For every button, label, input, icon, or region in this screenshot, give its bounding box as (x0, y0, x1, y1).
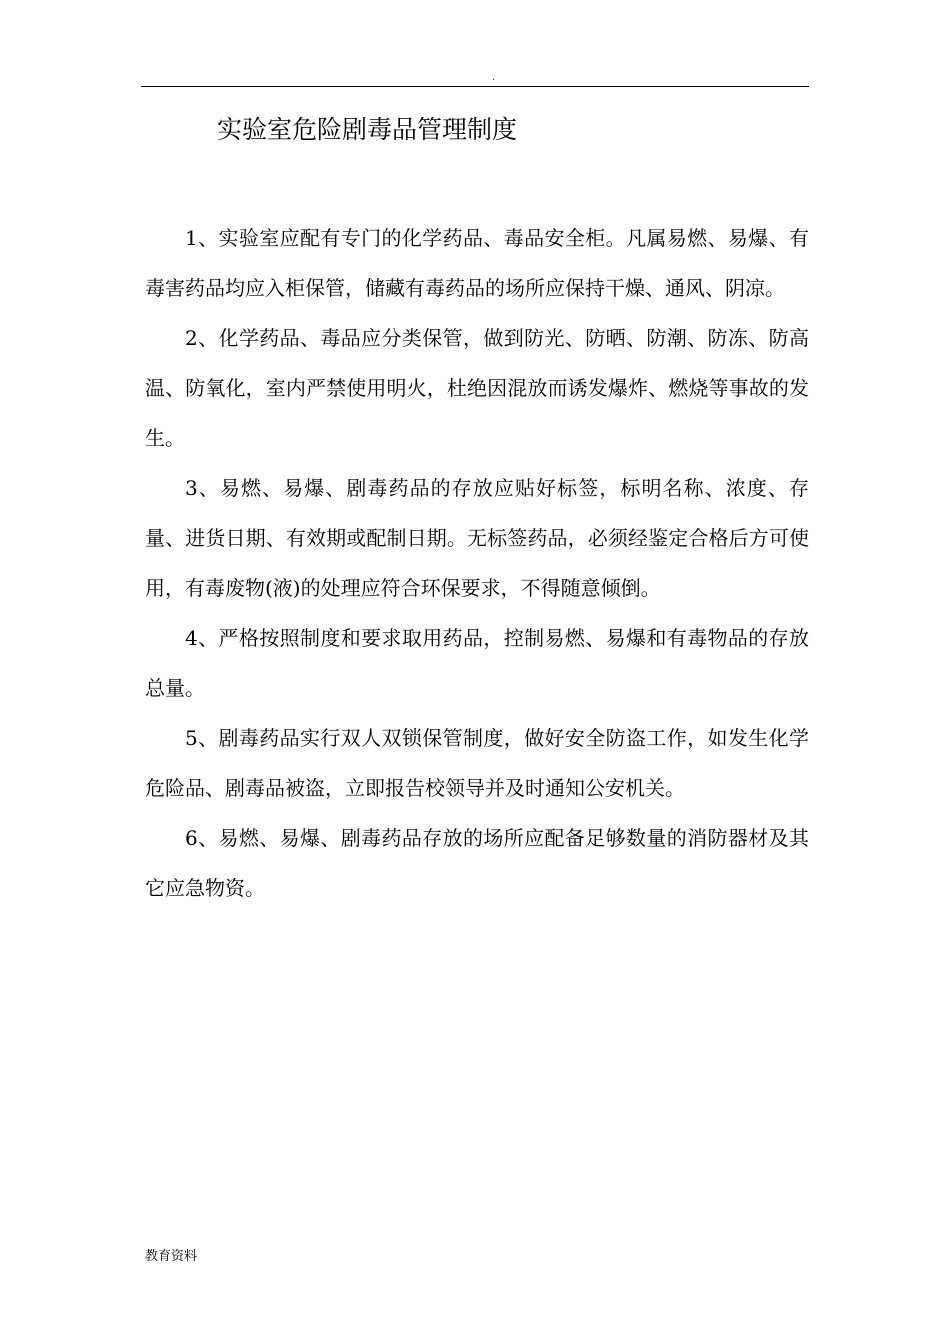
footer-label: 教育资料 (145, 1249, 198, 1264)
header-rule (141, 86, 809, 87)
document-body (145, 213, 809, 913)
paragraph-5: 5、剧毒药品实行双人双锁保管制度，做好安全防盗工作，如发生化学危险品、剧毒品被盗，立即报告校领导并及时通知公安机关。 (145, 726, 809, 800)
paragraph-6: 6、易燃、易爆、剧毒药品存放的场所应配备足够数量的消防器材及其它应急物资。 (145, 826, 809, 900)
header-mark: . (492, 72, 496, 83)
paragraph-2: 2、化学药品、毒品应分类保管，做到防光、防晒、防潮、防冻、防高温、防氧化，室内严禁使用明火，杜绝因混放而诱发爆炸、燃烧等事故的发生。 (145, 326, 809, 450)
paragraph-1: 1、实验室应配有专门的化学药品、毒品安全柜。凡属易燃、易爆、有毒害药品均应入柜保管，储藏有毒药品的场所应保持干燥、通风、阴凉。 (145, 226, 809, 300)
paragraph-3: 3、易燃、易爆、剧毒药品的存放应贴好标签，标明名称、浓度、存量、进货日期、有效期或配制日期。无标签药品，必须经鉴定合格后方可使用，有毒废物(液)的处理应符合环保要求，不得随意倾倒。 (145, 476, 809, 600)
document-title: 实验室危险剧毒品管理制度 (217, 115, 518, 144)
paragraph-4: 4、严格按照制度和要求取用药品，控制易燃、易爆和有毒物品的存放总量。 (145, 626, 809, 700)
